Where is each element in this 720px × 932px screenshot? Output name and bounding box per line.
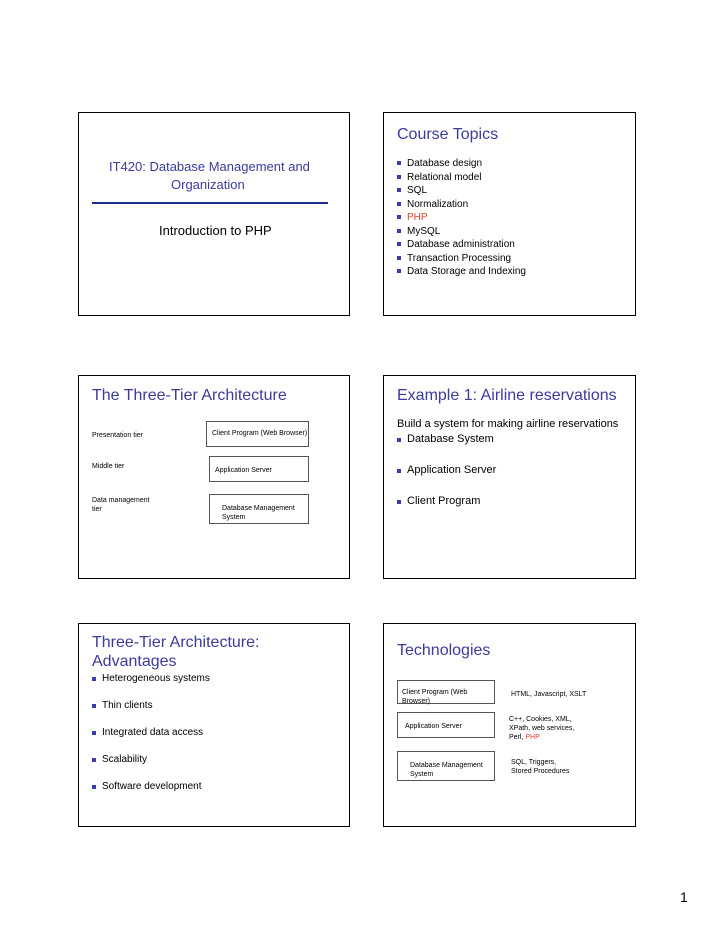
slide-advantages [78,623,350,827]
list-item: SQL [397,184,526,198]
tier-label-middle: Middle tier [92,463,125,470]
slide-title-advantages-line1: Three-Tier Architecture: [92,634,260,651]
list-item: Database System [397,433,494,445]
bullet-square-icon [397,438,401,442]
slide-technologies [383,623,636,827]
application-server-box: Application Server [209,456,309,482]
slide-airline-example [383,375,636,579]
database-technologies-line2: Stored Procedures [511,768,570,775]
list-item-highlighted: PHP [397,211,526,225]
server-technologies-line1: C++, Cookies, XML, [509,716,572,723]
bullet-square-icon [397,256,401,260]
tier-label-presentation: Presentation tier [92,432,143,439]
php-highlight: PHP [525,734,540,741]
bullet-square-icon [92,731,96,735]
server-technologies-line2: XPath, web services, [509,725,575,732]
bullet-square-icon [397,161,401,165]
list-item: Application Server [397,464,496,476]
bullet-square-icon [397,229,401,233]
course-title-line2: Organization [171,177,245,192]
lecture-subtitle: Introduction to PHP [159,223,272,238]
slide-title-course-topics: Course Topics [397,126,499,143]
slide-title-three-tier: The Three-Tier Architecture [92,387,287,404]
list-item: Software development [92,781,202,792]
list-item: Data Storage and Indexing [397,265,526,279]
bullet-square-icon [92,677,96,681]
list-item: Normalization [397,198,526,212]
bullet-square-icon [397,202,401,206]
slide-title [78,112,350,316]
list-item: Thin clients [92,700,153,711]
list-item: Relational model [397,171,526,185]
course-title-line1: IT420: Database Management and [109,159,310,174]
list-item: Database administration [397,238,526,252]
slide-title-technologies: Technologies [397,642,491,659]
dbms-box: Database Management System [209,494,309,524]
list-item: Client Program [397,495,480,507]
application-server-box: Application Server [397,712,495,738]
bullet-square-icon [397,175,401,179]
bullet-square-icon [397,469,401,473]
topic-list [397,157,526,279]
bullet-square-icon [92,758,96,762]
list-item: Database design [397,157,526,171]
bullet-square-icon [397,269,401,273]
airline-intro: Build a system for making airline reservations [397,418,619,430]
list-item: Integrated data access [92,727,203,738]
client-technologies: HTML, Javascript, XSLT [511,691,587,698]
bullet-square-icon [397,242,401,246]
client-program-box: Client Program (Web Browser) [397,680,495,704]
bullet-square-icon [92,785,96,789]
title-divider [92,202,328,204]
dbms-box: Database Management System [397,751,495,781]
tier-label-data-management-line2: tier [92,506,102,513]
slide-three-tier [78,375,350,579]
list-item: Heterogeneous systems [92,673,210,684]
bullet-square-icon [92,704,96,708]
bullet-square-icon [397,500,401,504]
bullet-square-icon [397,215,401,219]
slide-title-airline: Example 1: Airline reservations [397,387,617,404]
database-technologies-line1: SQL, Triggers, [511,759,557,766]
list-item: Scalability [92,754,147,765]
list-item: Transaction Processing [397,252,526,266]
slide-title-advantages-line2: Advantages [92,653,177,670]
list-item: MySQL [397,225,526,239]
client-program-box: Client Program (Web Browser) [206,421,309,447]
server-technologies-line3: Perl, PHP [509,734,540,741]
tier-label-data-management-line1: Data management [92,497,150,504]
page-number: 1 [680,889,688,905]
slide-course-topics [383,112,636,316]
bullet-square-icon [397,188,401,192]
